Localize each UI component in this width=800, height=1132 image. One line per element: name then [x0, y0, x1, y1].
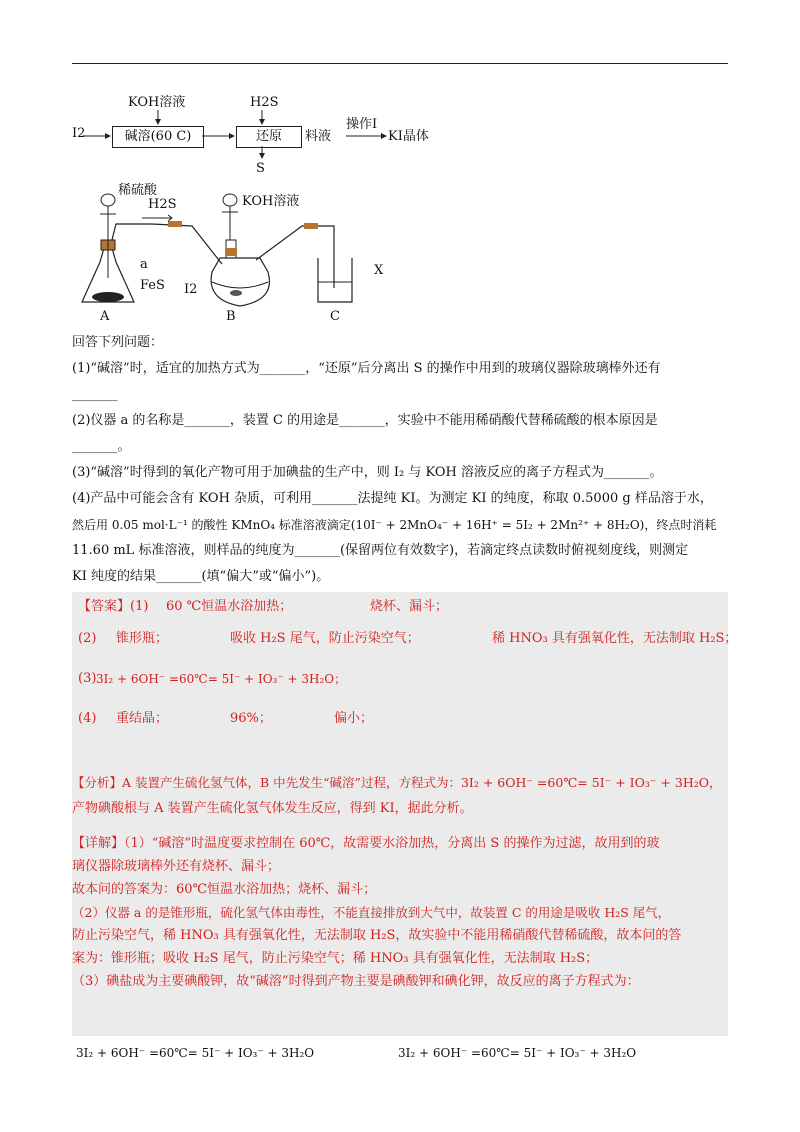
question-4d: KI 纯度的结果_______(填“偏大”或“偏小”)。	[72, 569, 330, 584]
label-C: C	[330, 309, 340, 324]
flow-s-out: S	[256, 161, 265, 176]
flow-liquid: 料液	[305, 129, 332, 144]
question-4b: 然后用 0.05 mol·L⁻¹ 的酸性 KMnO₄ 标准溶液滴定(10I⁻ + 2MnO₄⁻ + 16H⁺ = 5I₂ + 2Mn²⁺ + 8H₂O)，终点时消耗	[72, 518, 717, 532]
answer-1-glassware: 烧杯、漏斗；	[370, 599, 449, 614]
answer-2-tag: (2)	[78, 631, 97, 646]
label-a: a	[140, 257, 148, 272]
answer-2-reason: 稀 HNO₃ 具有强氧化性，无法制取 H₂S；	[492, 631, 738, 646]
question-intro: 回答下列问题：	[72, 335, 164, 350]
label-i2: I2	[184, 282, 198, 297]
analysis-line-2: 产物碘酸根与 A 装置产生硫化氢气体发生反应，得到 KI，据此分析。	[72, 801, 473, 816]
label-dilute-acid: 稀硫酸	[118, 183, 158, 198]
detail-line-4: （2）仪器 a 的是锥形瓶，硫化氢气体由毒性，不能直接排放到大气中，故装置 C 的用途是吸收 H₂S 尾气，	[72, 905, 671, 920]
answer-2-flask: 锥形瓶；	[116, 631, 169, 646]
question-4a: (4)产品中可能会含有 KOH 杂质，可利用_______法提纯 KI。为测定 KI 的纯度，称取 0.5000 g 样品溶于水，	[72, 491, 713, 506]
answer-1-heating: 60 ℃恒温水浴加热；	[166, 599, 293, 614]
analysis-line-1: 【分析】A 装置产生硫化氢气体，B 中先发生“碱溶”过程，方程式为：3I₂ + 6OH⁻ =60℃= 5I⁻ + IO₃⁻ + 3H₂O，	[72, 775, 722, 790]
question-4c: 11.60 mL 标准溶液，则样品的纯度为_______(保留两位有效数字)，若滴定终点读数时俯视刻度线，则测定	[72, 543, 689, 558]
label-B: B	[226, 309, 236, 324]
detail-equation-left: 3I₂ + 6OH⁻ =60℃= 5I⁻ + IO₃⁻ + 3H₂O	[76, 1046, 315, 1060]
detail-block	[72, 832, 728, 993]
answer-3-tag: (3)	[78, 671, 97, 686]
answer-4-error: 偏小；	[334, 711, 374, 726]
label-x: X	[374, 263, 384, 278]
flow-step-dissolve: 碱溶(60 C)	[112, 126, 204, 148]
detail-line-6: 案为：锥形瓶；吸收 H₂S 尾气，防止污染空气；稀 HNO₃ 具有强氧化性，无法制取 H₂S；	[72, 951, 599, 966]
detail-line-1: 【详解】（1）“碱溶”时温度要求控制在 60℃，故需要水浴加热，分离出 S 的操作为过滤，故用到的玻	[72, 836, 660, 851]
question-1a: (1)“碱溶”时，适宜的加热方式为_______，“还原”后分离出 S 的操作中用到的玻璃仪器除玻璃棒外还有	[72, 361, 661, 376]
label-koh-solution: KOH溶液	[242, 194, 300, 209]
answer-3-equation: 3I₂ + 6OH⁻ =60℃= 5I⁻ + IO₃⁻ + 3H₂O；	[96, 672, 347, 686]
answer-1-tag: 【答案】(1)	[78, 599, 149, 614]
detail-line-2: 璃仪器除玻璃棒外还有烧杯、漏斗；	[72, 859, 281, 874]
flow-op: 操作I	[346, 117, 378, 132]
analysis-block	[72, 770, 728, 822]
answer-4-purity: 96%；	[230, 711, 272, 726]
answer-4-tag: (4)	[78, 711, 97, 726]
flow-h2s: H2S	[250, 95, 279, 110]
flow-step-reduce: 还原	[236, 126, 302, 148]
question-3: (3)“碱溶”时得到的氧化产物可用于加碘盐的生产中，则 I₂ 与 KOH 溶液反应的离子方程式为_______。	[72, 465, 663, 480]
flow-input: I2	[72, 126, 86, 141]
answer-2-purpose: 吸收 H₂S 尾气，防止污染空气；	[230, 631, 420, 646]
detail-line-7: （3）碘盐成为主要碘酸钾，故“碱溶”时得到产物主要是碘酸钾和碘化钾，故反应的离子方程式为：	[72, 974, 640, 989]
label-A: A	[100, 309, 110, 324]
label-fes: FeS	[140, 278, 165, 293]
question-1b: _______	[72, 387, 118, 402]
question-2b: _______。	[72, 439, 131, 454]
answer-4-method: 重结晶；	[116, 711, 169, 726]
detail-line-5: 防止污染空气，稀 HNO₃ 具有强氧化性，无法制取 H₂S，故实验中不能用稀硝酸代替稀硫酸，故本问的答	[72, 928, 682, 943]
label-h2s-gas: H2S	[148, 197, 177, 212]
question-block	[72, 330, 728, 590]
flow-product: KI晶体	[388, 129, 429, 144]
question-2a: (2)仪器 a 的名称是_______，装置 C 的用途是_______，实验中不能用稀硝酸代替稀硫酸的根本原因是	[72, 413, 658, 428]
detail-line-3: 故本问的答案为：60℃恒温水浴加热；烧杯、漏斗；	[72, 882, 377, 897]
detail-equation-right: 3I₂ + 6OH⁻ =60℃= 5I⁻ + IO₃⁻ + 3H₂O	[398, 1046, 637, 1060]
flow-koh: KOH溶液	[128, 95, 186, 110]
flow-arrows	[0, 0, 800, 180]
